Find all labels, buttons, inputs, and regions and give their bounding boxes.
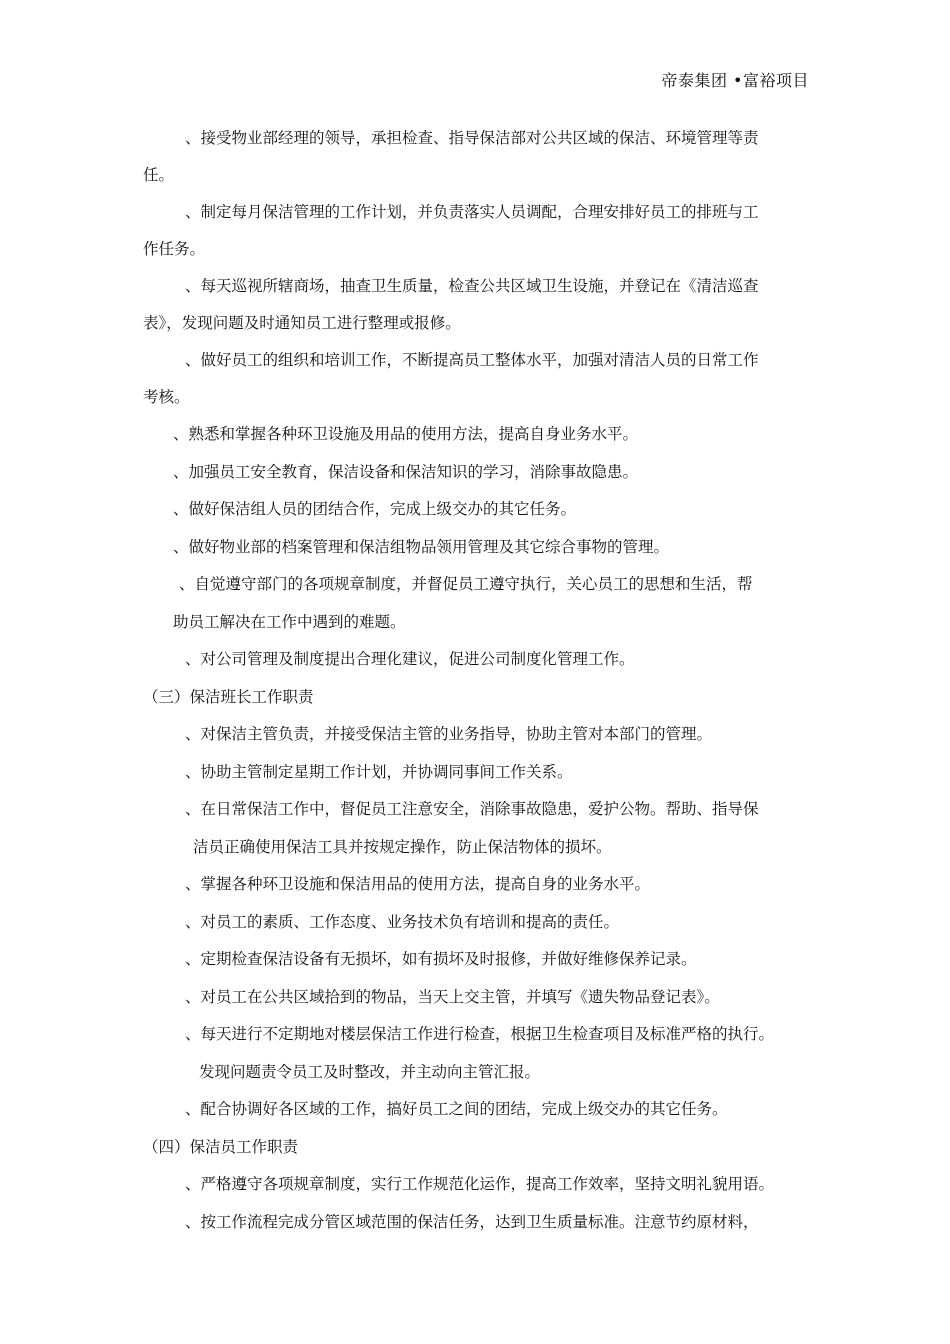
duty-line: 、做好保洁组人员的团结合作，完成上级交办的其它任务。: [173, 500, 577, 518]
duty-line: 、制定每月保洁管理的工作计划，并负责落实人员调配，合理安排好员工的排班与工: [185, 203, 759, 221]
section-title-4: （四）保洁员工作职责: [143, 1137, 299, 1156]
leader-duty-4: [143, 866, 810, 904]
duty-line: 、做好员工的组织和培训工作，不断提高员工整体水平，加强对清洁人员的日常工作: [185, 351, 759, 369]
duty-item-6: [143, 454, 810, 492]
document-body: [143, 120, 810, 1241]
section-title-3: （三）保洁班长工作职责: [143, 687, 314, 706]
duty-line: 、配合协调好各区域的工作，搞好员工之间的团结，完成上级交办的其它任务。: [185, 1100, 728, 1118]
duty-item-8: [143, 529, 810, 567]
duty-item-2: [143, 194, 810, 268]
leader-duty-9: [143, 1091, 810, 1129]
duty-line: 洁员正确使用保洁工具并按规定操作，防止保洁物体的损坏。: [193, 837, 612, 856]
duty-line: 、定期检查保洁设备有无损坏，如有损坏及时报修，并做好维修保养记录。: [185, 950, 697, 968]
duty-line: 发现问题责令员工及时整改，并主动向主管汇报。: [199, 1062, 541, 1081]
duty-line: 、在日常保洁工作中，督促员工注意安全，消除事故隐患，爱护公物。帮助、指导保: [185, 800, 759, 818]
duty-line: 、接受物业部经理的领导，承担检查、指导保洁部对公共区域的保洁、环境管理等责: [185, 129, 759, 147]
leader-duty-3: [143, 791, 810, 866]
duty-item-5: [143, 416, 810, 454]
duty-line: 作任务。: [143, 240, 206, 258]
duty-item-9: [143, 566, 810, 641]
duty-item-3: [143, 268, 810, 342]
duty-line: 、严格遵守各项规章制度，实行工作规范化运作，提高工作效率，坚持文明礼貌用语。: [185, 1175, 775, 1193]
duty-line: 、自觉遵守部门的各项规章制度，并督促员工遵守执行，关心员工的思想和生活，帮: [179, 575, 753, 593]
cleaner-duty-1: [143, 1166, 810, 1204]
leader-duty-7: [143, 979, 810, 1017]
cleaner-duty-2: [143, 1204, 810, 1242]
leader-duty-2: [143, 754, 810, 792]
duty-item-1: [143, 120, 810, 194]
leader-duty-6: [143, 941, 810, 979]
duty-line: 任。: [143, 166, 175, 184]
duty-line: 、每天巡视所辖商场，抽查卫生质量，检查公共区域卫生设施，并登记在《清洁巡查: [185, 277, 759, 295]
duty-line: 、熟悉和掌握各种环卫设施及用品的使用方法，提高自身业务水平。: [173, 425, 639, 443]
duty-line: 表》，发现问题及时通知员工进行整理或报修。: [143, 314, 461, 332]
leader-duty-5: [143, 904, 810, 942]
duty-item-10: [143, 641, 810, 679]
duty-line: 、每天进行不定期地对楼层保洁工作进行检查，根据卫生检查项目及标准严格的执行。: [185, 1025, 775, 1043]
duty-line: 、掌握各种环卫设施和保洁用品的使用方法，提高自身的业务水平。: [185, 875, 651, 893]
duty-item-4: [143, 342, 810, 416]
duty-line: 、按工作流程完成分管区域范围的保洁任务，达到卫生质量标准。注意节约原材料，: [185, 1212, 759, 1231]
duty-line: 、协助主管制定星期工作计划，并协调同事间工作关系。: [185, 762, 573, 781]
duty-line: 、对员工在公共区域拾到的物品，当天上交主管，并填写《遗失物品登记表》。: [185, 987, 720, 1006]
duty-line: 、加强员工安全教育，保洁设备和保洁知识的学习，消除事故隐患。: [173, 462, 639, 481]
duty-line: 考核。: [143, 388, 190, 406]
page-header: 帝泰集团 •富裕项目: [661, 71, 809, 90]
leader-duty-1: [143, 716, 810, 754]
leader-duty-8: [143, 1016, 810, 1091]
duty-item-7: [143, 491, 810, 529]
duty-line: 、对员工的素质、工作态度、业务技术负有培训和提高的责任。: [185, 912, 620, 931]
duty-line: 、对保洁主管负责，并接受保洁主管的业务指导，协助主管对本部门的管理。: [185, 725, 713, 743]
duty-line: 、做好物业部的档案管理和保洁组物品领用管理及其它综合事物的管理。: [173, 537, 670, 556]
duty-line: 助员工解决在工作中遇到的难题。: [173, 612, 406, 631]
duty-line: 、对公司管理及制度提出合理化建议，促进公司制度化管理工作。: [185, 650, 635, 668]
